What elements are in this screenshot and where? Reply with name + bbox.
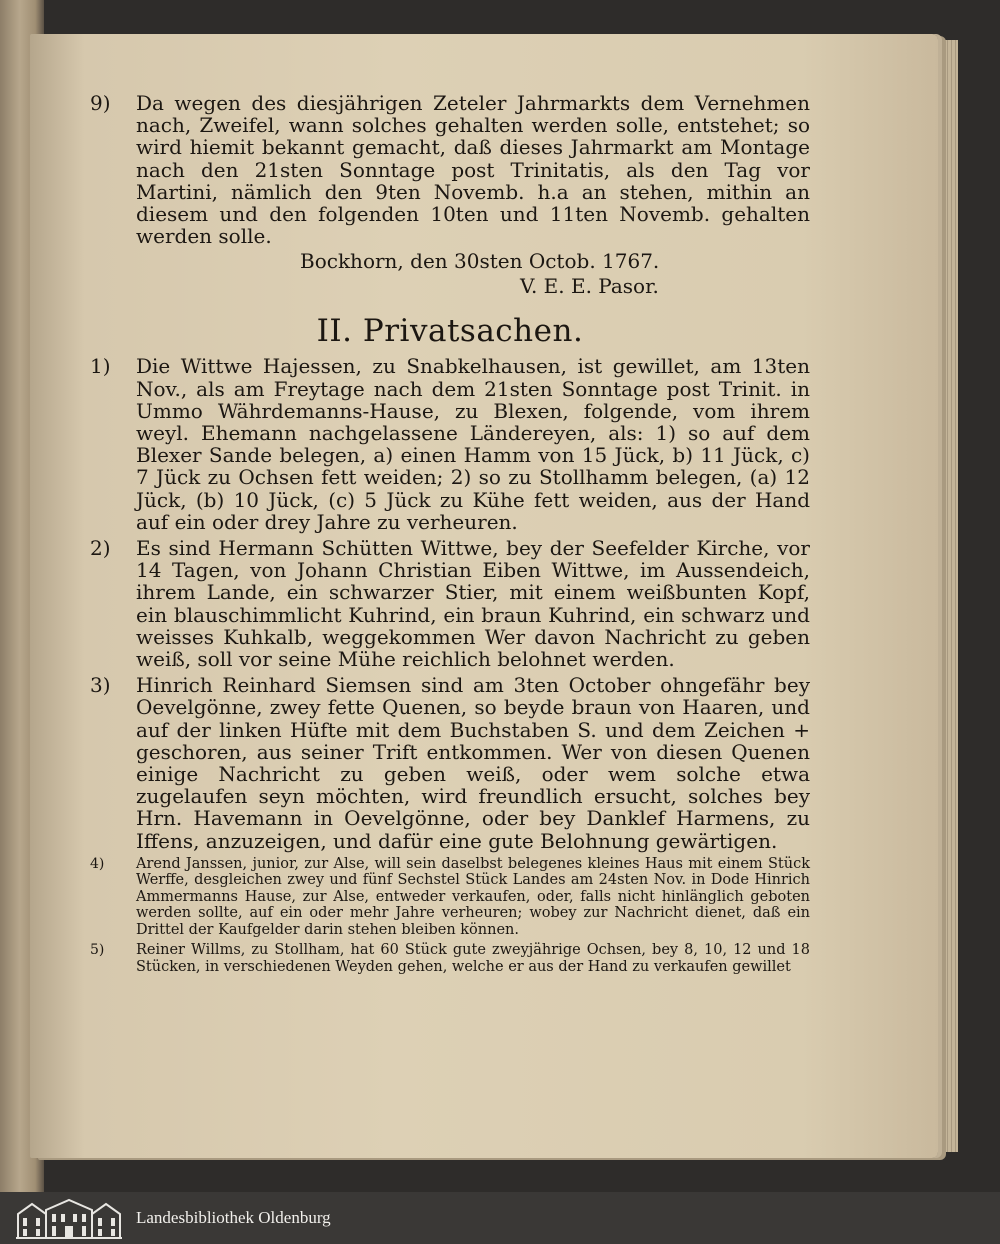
notice-9-text: Da wegen des diesjährigen Zeteler Jahrmarkts dem Vernehmen nach, Zweifel, wann solches gehalten werden solle, entstehet; so wird hiemit bekannt gemacht, daß dieses Jahrmarkt am Montage nach den 21sten Sonntage post Trinitatis, als den Tag vor Martini, nämlich den 9ten Novemb. h.a an stehen, mithin an diesem und den folgenden 10ten und 11ten Novemb. gehalten werden solle.: [136, 91, 810, 249]
entry-4: [90, 856, 810, 939]
entry-5-text: Reiner Willms, zu Stollham, hat 60 Stück gute zweyjährige Ochsen, bey 8, 10, 12 und 18 Stücken, in verschiedenen Weyden gehen, welche er aus der Hand zu verkaufen gewillet: [136, 942, 810, 975]
library-name[interactable]: Landesbibliothek Oldenburg: [136, 1208, 331, 1227]
notice-9: [90, 92, 810, 247]
library-building-icon[interactable]: [14, 1198, 124, 1240]
entry-2-text: Es sind Hermann Schütten Wittwe, bey der Seefelder Kirche, vor 14 Tagen, von Johann Christian Eiben Wittwe, im Aussendeich, ihrem Lande, ein schwarzer Stier, mit einem weißbunten Kopf, ein blauschimmlicht Kuhrind, ein braun Kuhrind, ein schwarz und weisses Kuhkalb, weggekommen Wer davon Nachricht zu geben weiß, soll vor seine Mühe reichlich belohnet werden.: [136, 536, 810, 672]
notice-9-number: 9): [90, 91, 111, 115]
page-stack-edge: [936, 40, 958, 1152]
entry-3: [90, 674, 810, 852]
notice-9-signature: V. E. E. Pasor.: [520, 274, 659, 299]
entry-2: [90, 537, 810, 670]
entry-5-number: 5): [90, 942, 105, 959]
entry-4-text: Arend Janssen, junior, zur Alse, will sein daselbst belegenes kleines Haus mit einem Stück Werffe, desgleichen zwey und fünf Sechstel Stück Landes am 24sten Nov. in Dode Hinrich Ammermanns Hause, zur Alse, entweder verkaufen, oder, falls nicht hinlänglich geboten werden sollte, auf ein oder mehr Jahre verheuren; wobey zur Nachricht dienet, daß ein Drittel der Kaufgelder darin stehen bleiben können.: [136, 855, 810, 938]
section-heading: II. Privatsachen.: [316, 313, 584, 350]
entry-3-number: 3): [90, 673, 111, 698]
page-text: [90, 92, 810, 975]
notice-9-place-date: Bockhorn, den 30sten Octob. 1767.: [300, 249, 660, 274]
entry-5: [90, 942, 810, 975]
entry-1-number: 1): [90, 354, 111, 379]
entry-1: [90, 355, 810, 533]
entry-1-text: Die Wittwe Hajessen, zu Snabkelhausen, ist gewillet, am 13ten Nov., als am Freytage nach dem 21sten Sonntage post Trinit. in Ummo Währdemanns-Hause, zu Blexen, folgende, vom ihrem weyl. Ehemann nachgelassene Ländereyen, als: 1) so auf dem Blexer Sande belegen, a) einen Hamm von 15 Jück, b) 11 Jück, c) 7 Jück zu Ochsen fett weiden; 2) so zu Stollhamm belegen, (a) 12 Jück, (b) 10 Jück, (c) 5 Jück zu Kühe fett weiden, aus der Hand auf ein oder drey Jahre zu verheuren.: [136, 354, 810, 534]
entry-3-text: Hinrich Reinhard Siemsen sind am 3ten October ohngefähr bey Oevelgönne, zwey fette Quenen, so beyde braun von Haaren, und auf der linken Hüfte mit dem Buchstaben S. und dem Zeichen + geschoren, aus seiner Trift entkommen. Wer von diesen Quenen einige Nachricht zu geben weiß, oder wem solche etwa zugelaufen seyn möchten, wird freundlich ersucht, solches bey Hrn. Havemann in Oevelgönne, oder bey Danklef Harmens, zu Iffens, anzuzeigen, und dafür eine gute Belohnung gewärtigen.: [136, 673, 810, 853]
entry-4-number: 4): [90, 855, 105, 872]
entry-2-number: 2): [90, 536, 111, 561]
